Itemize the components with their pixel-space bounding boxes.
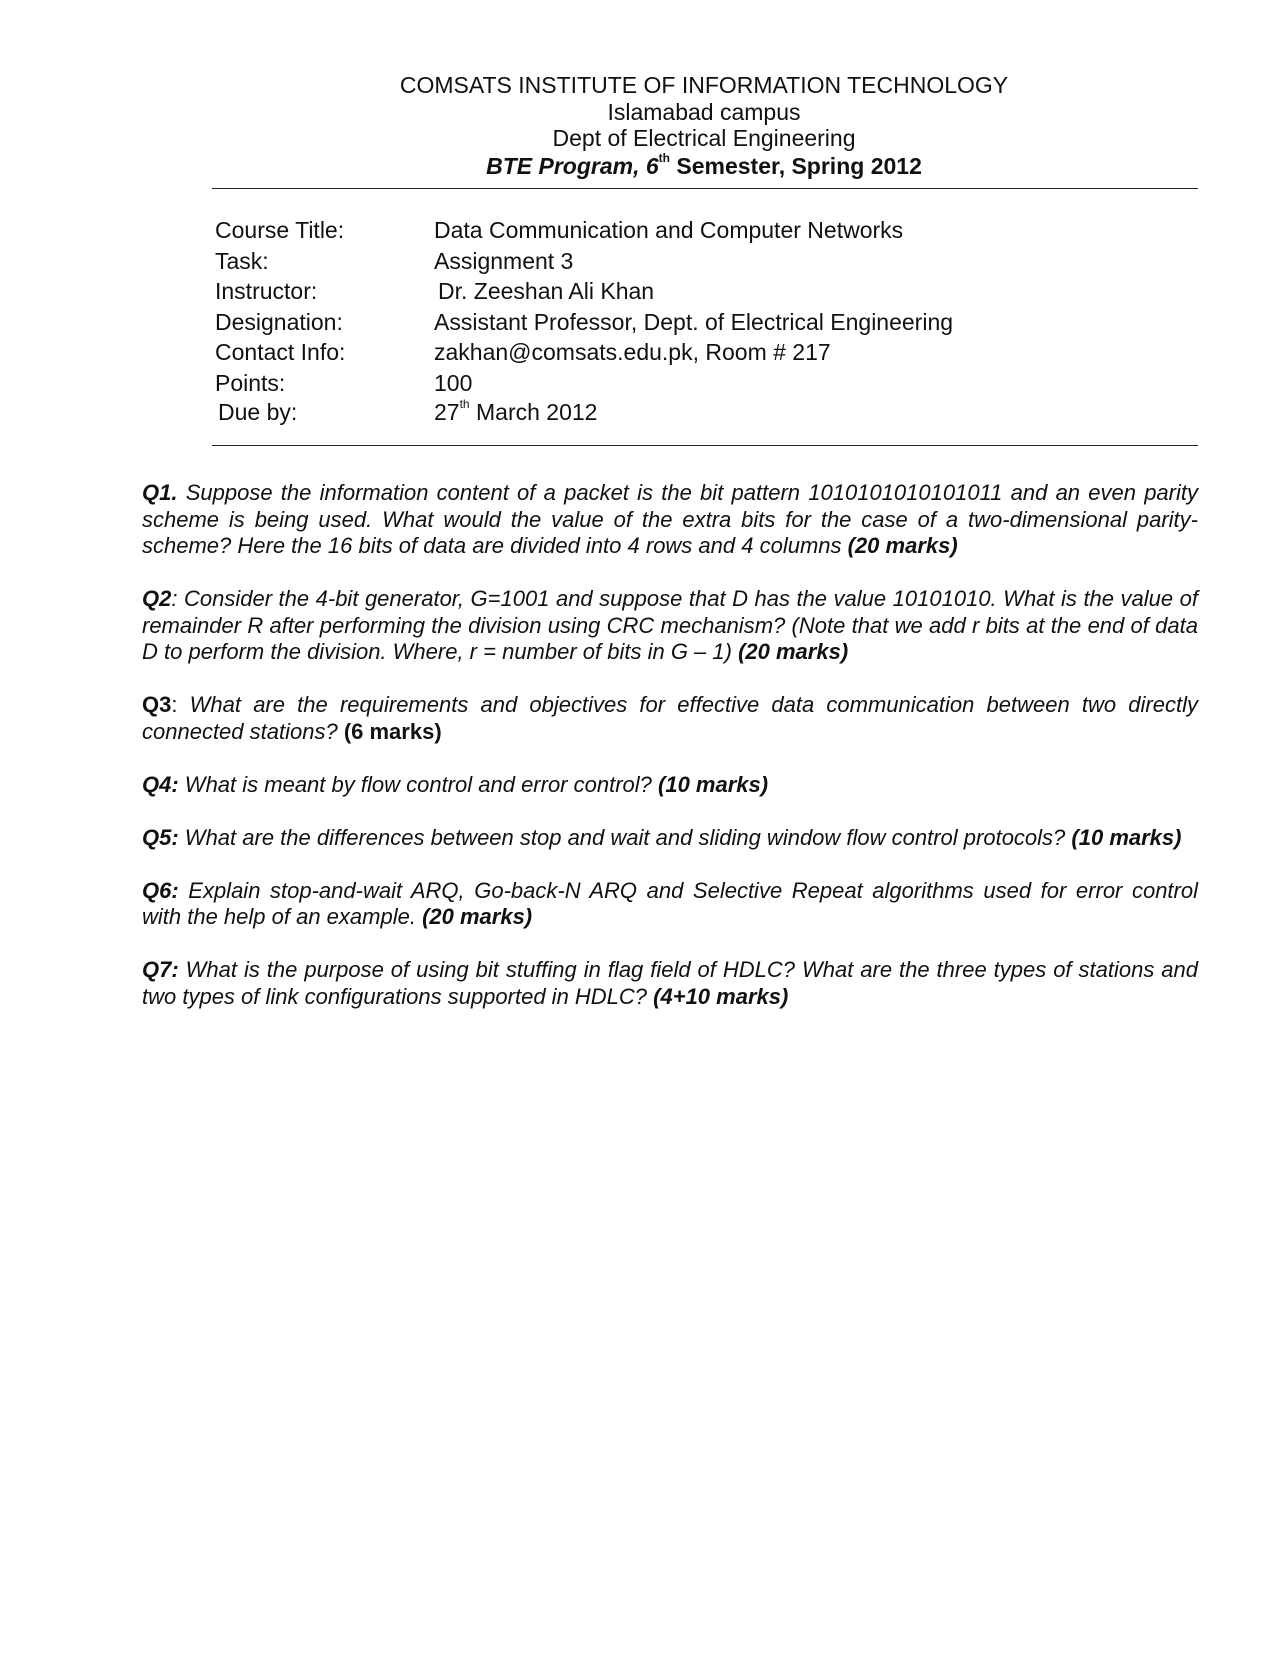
question-7-text: What is the purpose of using bit stuffing in flag field of HDLC? What are the three types of stations and two types of link configurations supported in HDLC? (142, 957, 1198, 1009)
due-value (434, 398, 597, 426)
due-month-year: March 2012 (469, 399, 598, 425)
question-2 (142, 586, 1198, 666)
course-title-value: Data Communication and Computer Networks (434, 217, 904, 243)
question-4 (142, 772, 1198, 799)
due-superscript: th (459, 397, 470, 412)
institute-name: COMSATS INSTITUTE OF INFORMATION TECHNOLOGY (399, 72, 1009, 98)
question-6 (142, 878, 1198, 931)
question-2-label: Q2 (142, 586, 172, 611)
question-2-marks: (20 marks) (738, 639, 849, 664)
semester-text: Semester, Spring 2012 (670, 152, 922, 179)
question-6-text: Explain stop-and-wait ARQ, Go-back-N ARQ and Selective Repeat algorithms used for error control with the help of an example. (142, 877, 1198, 929)
question-7-marks: (4+10 marks) (653, 983, 789, 1009)
question-3 (142, 692, 1198, 745)
info-row-designation (215, 307, 1195, 338)
campus-name: Islamabad campus (607, 98, 801, 125)
question-6-marks: (20 marks) (422, 904, 533, 929)
designation-value: Assistant Professor, Dept. of Electrical Engineering (434, 308, 954, 335)
question-1 (142, 480, 1198, 560)
due-label: Due by: (218, 399, 298, 425)
question-3-text: What are the requirements and objectives for effective data communication between two directly connected stations? (142, 692, 1198, 744)
question-7-label: Q7: (142, 957, 179, 982)
header-divider (212, 188, 1198, 189)
program-line (0, 152, 1280, 180)
points-label: Points: (215, 369, 286, 396)
question-1-label: Q1. (142, 480, 178, 505)
question-4-label: Q4: (142, 771, 179, 797)
question-5 (142, 825, 1198, 852)
question-4-marks: (10 marks) (658, 771, 769, 797)
due-day: 27 (434, 399, 460, 425)
question-1-text: Suppose the information content of a packet is the bit pattern 1010101010101011 and an even parity scheme is being used. What would the value of the extra bits for the case of a two-dimensional parity-scheme? Here the 16 bits of data are divided into 4 rows and 4 columns (142, 480, 1198, 558)
question-5-label: Q5: (142, 824, 179, 850)
instructor-label: Instructor: (215, 278, 318, 304)
question-4-text: What is meant by flow control and error control? (178, 771, 659, 797)
question-3-colon: : (171, 692, 178, 717)
program-name: BTE Program, 6 (486, 152, 659, 179)
info-row-task (215, 246, 1195, 277)
info-row-instructor (215, 276, 1195, 307)
contact-label: Contact Info: (215, 339, 346, 365)
question-5-marks: (10 marks) (1071, 824, 1182, 850)
department-name: Dept of Electrical Engineering (552, 125, 856, 151)
program-superscript: th (658, 150, 670, 165)
task-value: Assignment 3 (434, 247, 574, 274)
info-row-contact (215, 337, 1195, 368)
designation-label: Designation: (215, 308, 343, 335)
document-header (0, 72, 1280, 180)
info-row-due (215, 398, 1195, 426)
question-7 (142, 957, 1198, 1010)
task-label: Task: (215, 247, 269, 274)
question-3-label: Q3 (142, 692, 172, 717)
question-list (142, 480, 1198, 1037)
contact-value: zakhan@comsats.edu.pk, Room # 217 (434, 339, 831, 365)
info-row-course-title (215, 215, 1195, 246)
instructor-value: Dr. Zeeshan Ali Khan (438, 278, 655, 304)
question-6-label: Q6: (142, 877, 179, 903)
question-1-marks: (20 marks) (847, 533, 958, 558)
question-5-text: What are the differences between stop and wait and sliding window flow control protocols? (178, 824, 1072, 850)
course-title-label: Course Title: (215, 217, 345, 243)
question-2-text: : Consider the 4-bit generator, G=1001 and suppose that D has the value 10101010. What is the value of remainder R after performing the division using CRC mechanism? (Note that we add r bits at the end of data D to perform the division. Where, r = number of bits in G – 1) (142, 586, 1198, 664)
course-info-table (215, 215, 1195, 426)
info-row-points (215, 368, 1195, 399)
question-3-marks: (6 marks) (343, 718, 442, 744)
points-value: 100 (434, 369, 473, 396)
info-divider (212, 445, 1198, 446)
